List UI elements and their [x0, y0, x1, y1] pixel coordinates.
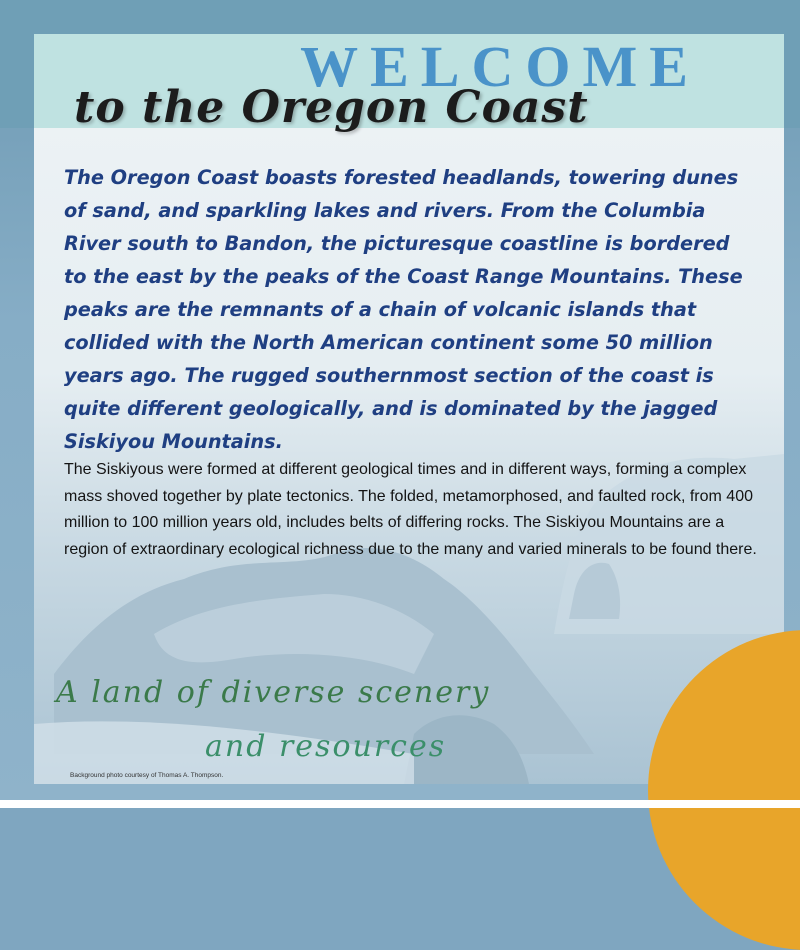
subtitle-heading: to the Oregon Coast	[74, 82, 589, 133]
photo-credit: Background photo courtesy of Thomas A. Thompson.	[70, 772, 224, 779]
intro-paragraph: The Oregon Coast boasts forested headlands, towering dunes of sand, and sparkling lakes and rivers. From the Columbia River south to Bandon, the picturesque coastline is bordered to the east by the peaks of the Coast Range Mountains. These peaks are the remnants of a chain of volcanic islands that collided with the North American continent some 50 million years ago. The rugged southernmost section of the coast is quite different geologically, and is dominated by the jagged Siskiyou Mountains.	[64, 166, 743, 453]
print-margin	[0, 800, 800, 808]
body-paragraph: The Siskiyous were formed at different geological times and in different ways, forming a complex mass shoved together by plate tectonics. The folded, metamorphosed, and faulted rock, from 400 million to 100 million years old, includes belts of differing rocks. The Siskiyou Mountains are a region of extraordinary ecological richness due to the many and varied minerals to be found there.	[64, 461, 757, 558]
tagline-line-2: and resources	[205, 729, 447, 764]
tagline-line-1: A land of diverse scenery	[56, 675, 491, 710]
welcome-heading: WELCOME	[300, 34, 700, 99]
